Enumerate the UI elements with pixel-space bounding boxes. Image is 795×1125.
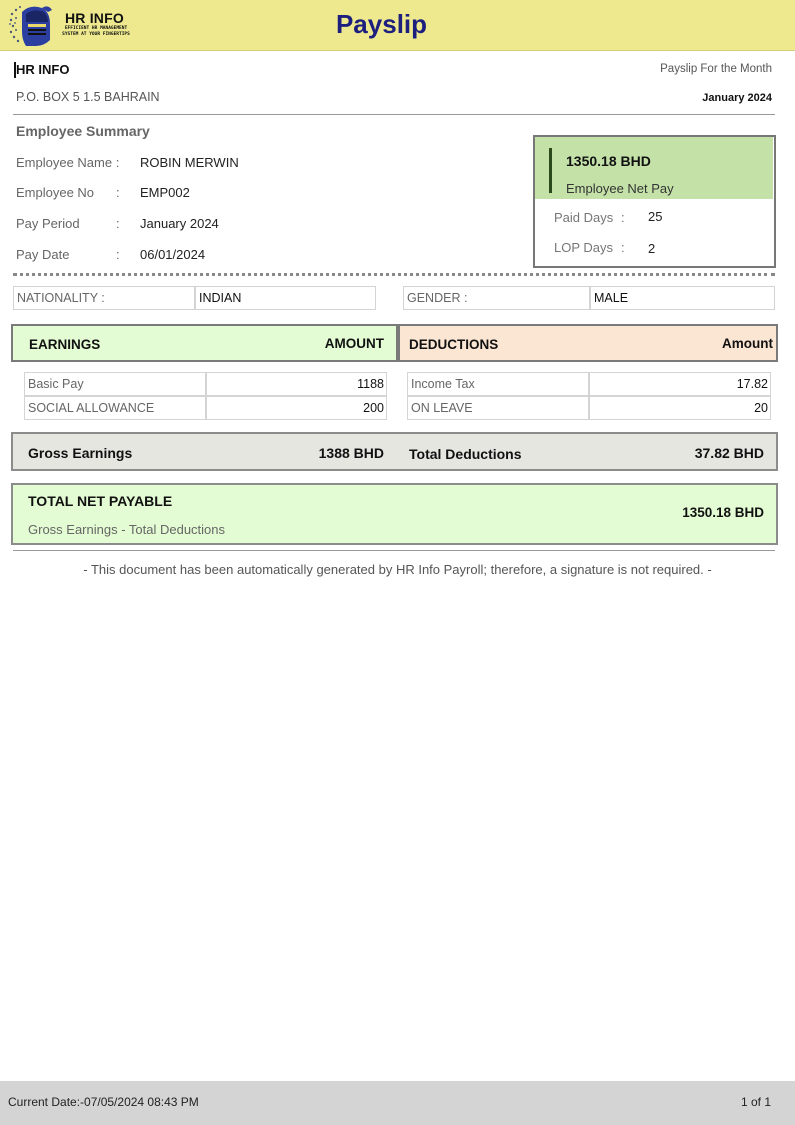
net-pay-summary-box xyxy=(533,135,776,268)
employee-no-label: Employee No xyxy=(16,185,95,200)
paid-days-label: Paid Days xyxy=(554,210,614,225)
employee-name-value: ROBIN MERWIN xyxy=(140,155,239,170)
earning-amount: 200 xyxy=(206,396,387,420)
total-net-payable xyxy=(11,483,778,545)
dotted-divider xyxy=(13,273,775,276)
text-cursor xyxy=(14,62,16,78)
earnings-title: EARNINGS xyxy=(29,337,101,352)
lop-days-colon: : xyxy=(621,240,625,255)
accent-bar xyxy=(549,148,552,193)
page-footer xyxy=(0,1081,795,1125)
employee-name-label: Employee Name : xyxy=(16,155,120,170)
logo-title: HR INFO xyxy=(65,10,124,26)
pay-date-colon: : xyxy=(116,247,120,262)
employee-no-colon: : xyxy=(116,185,120,200)
deductions-header xyxy=(398,324,778,362)
nationality-value: INDIAN xyxy=(195,286,376,310)
earning-amount: 1188 xyxy=(206,372,387,396)
auto-generated-note: - This document has been automatically generated by HR Info Payroll; therefore, a signature is not required. - xyxy=(83,562,712,577)
net-payable-amount: 1350.18 BHD xyxy=(682,505,764,520)
paid-days-value: 25 xyxy=(648,209,663,224)
payslip-header-bar xyxy=(0,0,795,51)
total-deductions-value: 37.82 BHD xyxy=(694,445,764,461)
logo-tagline: EFFICIENT HR MANAGEMENT SYSTEM AT YOUR FINGERTIPS xyxy=(62,26,130,37)
gross-earnings-label: Gross Earnings xyxy=(28,445,133,461)
deduction-name: Income Tax xyxy=(407,372,589,396)
earnings-amount-header: AMOUNT xyxy=(324,336,384,351)
total-deductions-label: Total Deductions xyxy=(409,446,522,462)
current-date: Current Date:-07/05/2024 08:43 PM xyxy=(8,1095,199,1109)
gender-label: GENDER : xyxy=(403,286,590,310)
net-payable-formula: Gross Earnings - Total Deductions xyxy=(28,522,226,537)
page-number: 1 of 1 xyxy=(740,1095,771,1109)
gender-value: MALE xyxy=(590,286,775,310)
earning-name: Basic Pay xyxy=(24,372,206,396)
gross-earnings-value: 1388 BHD xyxy=(318,445,384,461)
pay-date-label: Pay Date xyxy=(16,247,70,262)
deductions-amount-header: Amount xyxy=(722,336,773,351)
payslip-month-label: Payslip For the Month xyxy=(660,63,772,75)
paid-days-colon: : xyxy=(621,210,625,225)
earning-name: SOCIAL ALLOWANCE xyxy=(24,396,206,420)
earnings-header xyxy=(11,324,398,362)
deduction-amount: 17.82 xyxy=(589,372,771,396)
payslip-month-value: January 2024 xyxy=(702,92,772,104)
nationality-label: NATIONALITY : xyxy=(13,286,195,310)
deduction-amount: 20 xyxy=(589,396,771,420)
divider xyxy=(13,550,775,551)
net-pay-header xyxy=(535,137,773,199)
net-payable-title: TOTAL NET PAYABLE xyxy=(28,493,173,509)
company-name xyxy=(16,62,69,77)
pay-period-value: January 2024 xyxy=(140,216,219,231)
net-pay-label: Employee Net Pay xyxy=(566,181,674,196)
pay-period-label: Pay Period xyxy=(16,216,80,231)
lop-days-value: 2 xyxy=(648,241,656,256)
lop-days-label: LOP Days xyxy=(554,240,614,255)
deduction-name: ON LEAVE xyxy=(407,396,589,420)
employee-summary-title: Employee Summary xyxy=(16,123,150,139)
pay-date-value: 06/01/2024 xyxy=(140,247,206,262)
net-pay-amount: 1350.18 BHD xyxy=(566,153,651,169)
divider xyxy=(13,114,775,115)
pay-period-colon: : xyxy=(116,216,120,231)
totals-bar xyxy=(11,432,778,471)
company-name-text: HR INFO xyxy=(16,62,70,77)
page-title: Payslip xyxy=(335,9,428,39)
employee-no-value: EMP002 xyxy=(140,185,190,200)
company-address: P.O. BOX 5 1.5 BAHRAIN xyxy=(16,90,160,104)
deductions-title: DEDUCTIONS xyxy=(409,337,499,352)
